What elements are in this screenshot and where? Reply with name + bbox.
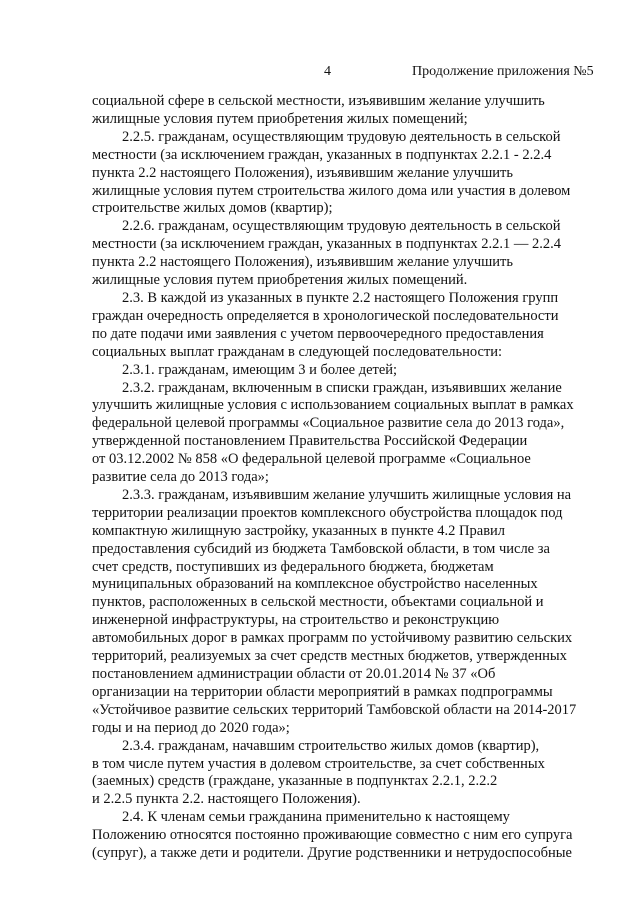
paragraph-2-3: 2.3. В каждой из указанных в пункте 2.2 настоящего Положения групп граждан очередность определяется в хронологической последовательности по дате подачи ими заявления с учетом первоочередного предоставления социальных выплат гражданам в следующей последовательности: (92, 289, 559, 360)
page-number: 4 (324, 64, 331, 79)
paragraph-2-2-5: 2.2.5. гражданам, осуществляющим трудовую деятельность в сельской местности (за исключением граждан, указанных в подпунктах 2.2.1 - 2.2.4 пункта 2.2 настоящего Положения), изъявившим желание улучшить жилищные условия путем строительства жилого дома или участия в долевом строительстве жилых домов (квартир); (92, 128, 571, 217)
paragraph-2-3-2: 2.3.2. гражданам, включенным в списки граждан, изъявивших желание улучшить жилищные условия с использованием социальных выплат в рамках федеральной целевой программы «Социальное развитие села до 2013 года», утвержденной постановлением Правительства Российской Федерации от 03.12.2002 № 858 «О федеральной целевой программе «Социальное развитие села до 2013 года»; (92, 379, 574, 486)
continuation-header: Продолжение приложения №5 (412, 64, 594, 79)
paragraph-continued: социальной сфере в сельской местности, изъявившим желание улучшить жилищные условия путем приобретения жилых помещений; (92, 93, 545, 127)
document-body (92, 93, 600, 863)
paragraph-2-3-4: 2.3.4. гражданам, начавшим строительство жилых домов (квартир), в том числе путем участия в долевом строительстве, за счет собственных (заемных) средств (граждане, указанные в подпунктах 2.2.1, 2.2.2 и 2.2.5 пункта 2.2. настоящего Положения). (92, 737, 545, 808)
paragraph-2-3-1: 2.3.1. гражданам, имеющим 3 и более детей; (122, 361, 398, 378)
paragraph-2-3-3: 2.3.3. гражданам, изъявившим желание улучшить жилищные условия на территории реализации проектов комплексного обустройства площадок под компактную жилищную застройку, указанных в пункте 4.2 Правил предоставления субсидий из бюджета Тамбовской области, в том числе за счет средств, поступивших из федерального бюджета, бюджетам муниципальных образований на комплексное обустройство населенных пунктов, расположенных в сельской местности, объектами социальной и инженерной инфраструктуры, на строительство и реконструкцию автомобильных дорог в рамках программ по устойчивому развитию сельских территорий, реализуемых за счет средств местных бюджетов, утвержденных постановлением администрации области от 20.01.2014 № 37 «Об организации на территории области мероприятий в рамках подпрограммы «Устойчивое развитие сельских территорий Тамбовской области на 2014-2017 годы и на период до 2020 года»; (92, 486, 577, 736)
paragraph-2-4: 2.4. К членам семьи гражданина применительно к настоящему Положению относятся постоянно проживающие совместно с ним его супруга (супруг), а также дети и родители. Другие родственники и нетрудоспособные (92, 809, 573, 862)
paragraph-2-2-6: 2.2.6. гражданам, осуществляющим трудовую деятельность в сельской местности (за исключением граждан, указанных в подпунктах 2.2.1 — 2.2.4 пункта 2.2 настоящего Положения), изъявившим желание улучшить жилищные условия путем приобретения жилых помещений. (92, 218, 562, 289)
